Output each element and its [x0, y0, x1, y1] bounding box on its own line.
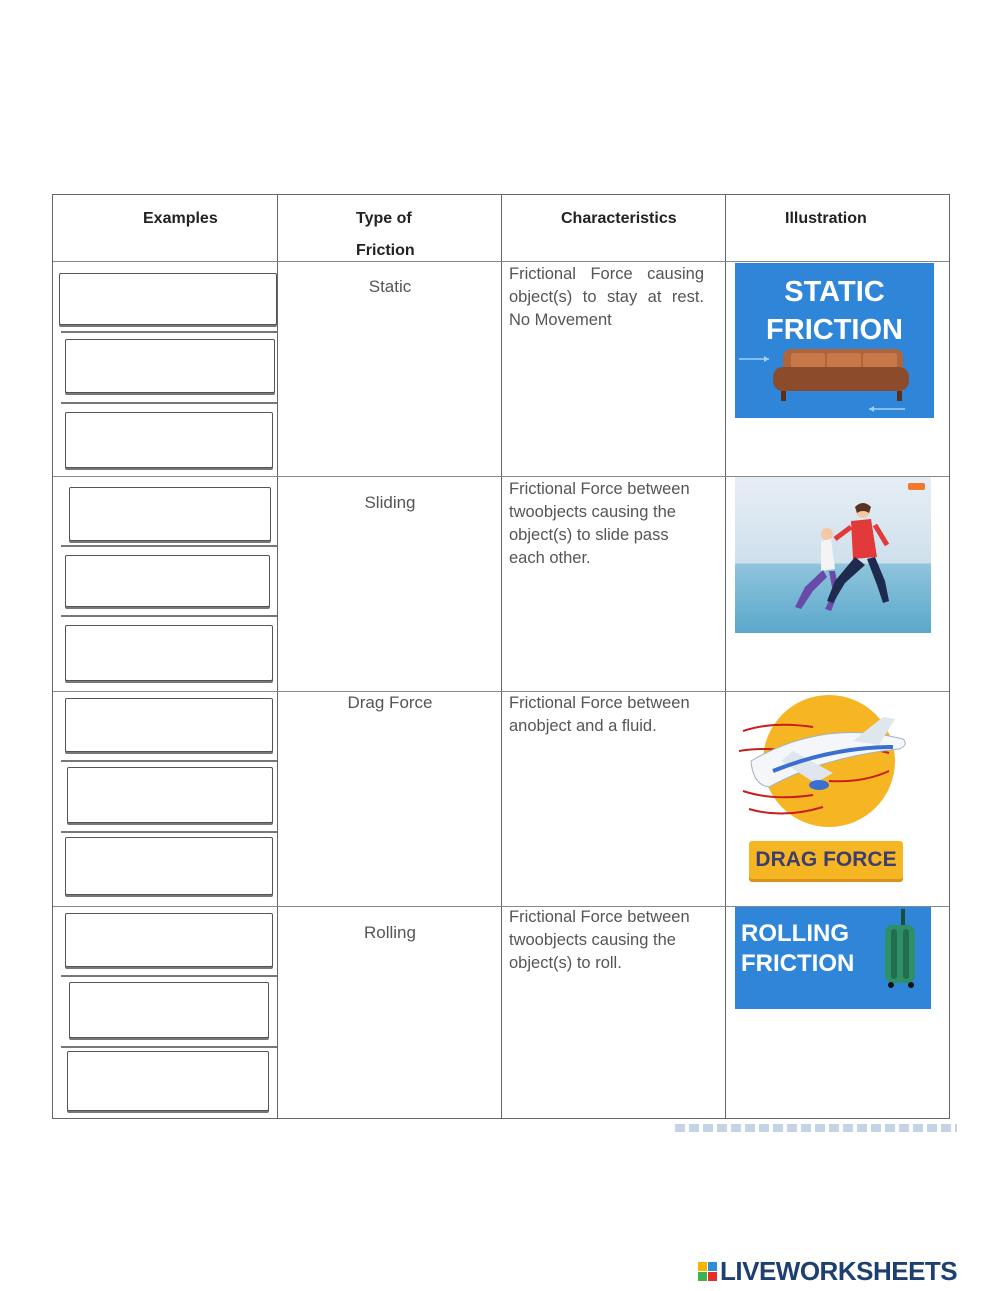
rolling-illus-line1: ROLLING — [741, 920, 849, 947]
answer-box-sliding-3[interactable] — [65, 625, 273, 681]
ice-skaters-icon — [735, 477, 931, 633]
static-illus-line2: FRICTION — [766, 314, 903, 346]
characteristics-drag: Frictional Force between anobject and a fluid. — [509, 694, 690, 735]
brand-name: LIVEWORKSHEETS — [720, 1255, 958, 1286]
header-type-of-friction — [356, 203, 415, 267]
type-rolling: Rolling — [364, 923, 416, 942]
sliding-friction-illustration — [735, 477, 931, 633]
answer-box-rolling-2[interactable] — [69, 982, 269, 1038]
header-characteristics: Characteristics — [561, 210, 677, 227]
column-divider — [501, 195, 502, 1118]
box-separator — [61, 331, 277, 333]
box-separator — [61, 975, 277, 977]
answer-box-drag-3[interactable] — [65, 837, 273, 895]
type-drag-force: Drag Force — [347, 693, 433, 712]
sofa-icon — [735, 263, 934, 418]
box-separator — [61, 615, 277, 617]
type-sliding: Sliding — [364, 493, 416, 512]
box-separator — [61, 760, 277, 762]
row-divider — [53, 261, 949, 262]
characteristics-rolling: Frictional Force between twoobjects causing the object(s) to roll. — [509, 908, 690, 972]
logo-squares-icon — [698, 1262, 717, 1281]
characteristics-sliding: Frictional Force between twoobjects causing the object(s) to slide pass each other. — [509, 480, 690, 567]
static-illus-line1: STATIC — [784, 276, 885, 308]
friction-table — [52, 194, 950, 1119]
answer-box-static-2[interactable] — [65, 339, 275, 393]
answer-box-rolling-1[interactable] — [65, 913, 273, 967]
answer-box-drag-2[interactable] — [67, 767, 273, 823]
answer-box-static-1[interactable] — [59, 273, 277, 325]
drag-force-label: DRAG FORCE — [749, 841, 903, 879]
liveworksheets-logo — [698, 1257, 957, 1285]
answer-box-sliding-2[interactable] — [65, 555, 270, 607]
answer-box-static-3[interactable] — [65, 412, 273, 468]
header-illustration: Illustration — [785, 210, 867, 227]
box-separator — [61, 831, 277, 833]
answer-box-rolling-3[interactable] — [67, 1051, 269, 1111]
box-separator — [61, 545, 277, 547]
watermark-strip — [675, 1124, 957, 1132]
answer-box-drag-1[interactable] — [65, 698, 273, 752]
drag-force-illustration — [733, 691, 918, 885]
header-type-line2: Friction — [356, 242, 415, 259]
header-examples: Examples — [143, 210, 218, 227]
answer-box-sliding-1[interactable] — [69, 487, 271, 541]
rolling-illus-line2: FRICTION — [741, 950, 855, 977]
box-separator — [61, 402, 277, 404]
suitcase-icon — [735, 907, 931, 1009]
rolling-friction-illustration — [735, 907, 931, 1009]
header-type-line1: Type of — [356, 210, 412, 227]
column-divider — [277, 195, 278, 1118]
column-divider — [725, 195, 726, 1118]
static-friction-illustration — [735, 263, 934, 418]
type-static: Static — [368, 277, 412, 296]
box-separator — [61, 1046, 277, 1048]
characteristics-static: Frictional Force causing object(s) to stay at rest. No Movement — [509, 265, 704, 329]
